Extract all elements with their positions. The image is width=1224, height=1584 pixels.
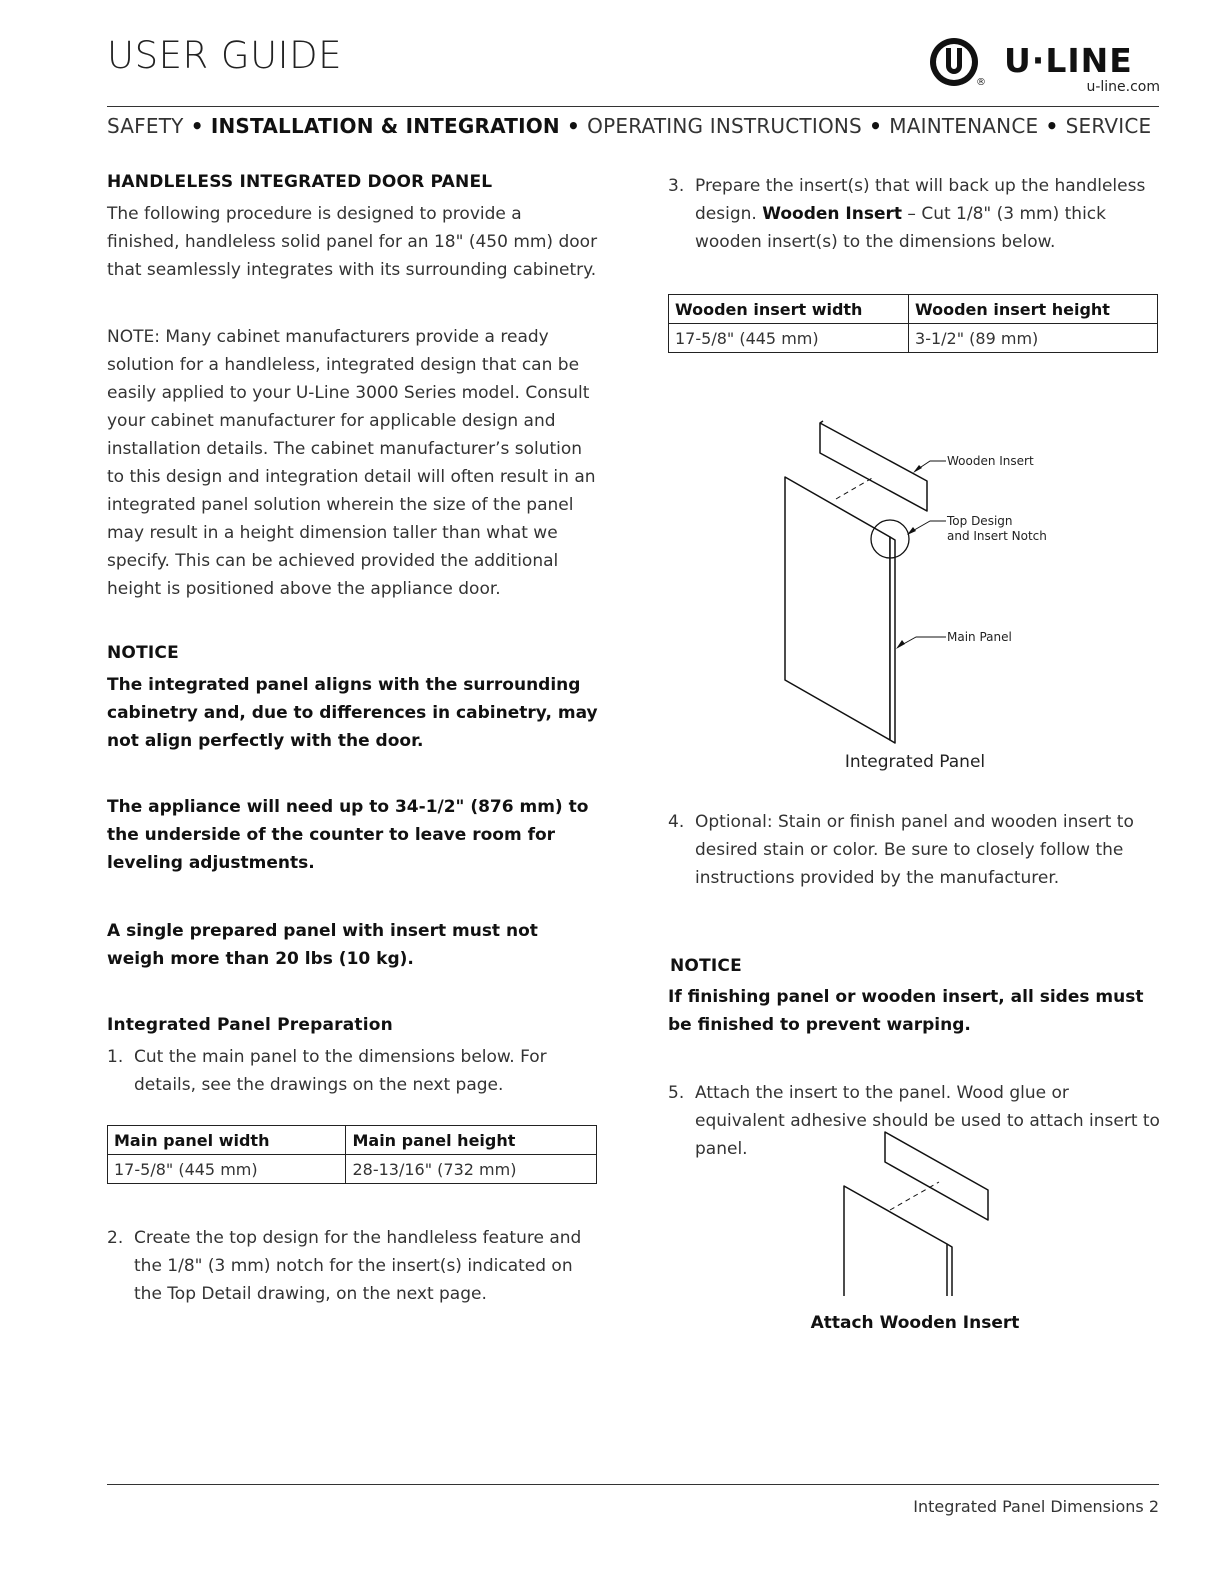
nav-safety: SAFETY	[107, 114, 184, 138]
figure-caption-integrated-panel: Integrated Panel	[844, 752, 986, 772]
main-panel-table	[107, 1125, 597, 1184]
step-number: 3.	[668, 176, 685, 196]
step-text: Create the top design for the handleless feature and the 1/8" (3 mm) notch for the insert(s) indicated on the Top Detail drawing, on the next page.	[134, 1228, 582, 1304]
step-number: 4.	[668, 812, 685, 832]
notice-finishing: If finishing panel or wooden insert, all sides must be finished to prevent warping.	[668, 987, 1144, 1035]
logo-url: u-line.com	[1086, 79, 1160, 95]
footer-rule	[107, 1484, 1159, 1485]
table-header-row	[108, 1126, 597, 1155]
step-text: Attach the insert to the panel. Wood glue or equivalent adhesive should be used to attach insert to panel.	[695, 1083, 1160, 1159]
table-header: Main panel width	[108, 1126, 346, 1155]
uline-logo-icon	[928, 36, 1000, 98]
intro-paragraph: The following procedure is designed to provide a finished, handleless solid panel for an 18" (450 mm) door that seamlessly integrates with its surrounding cabinetry.	[107, 204, 598, 280]
table-row	[669, 324, 1158, 353]
nav-service: SERVICE	[1065, 114, 1152, 138]
step-text-part: – Cut 1/8" (3 mm) thick wooden insert(s) to the dimensions below.	[695, 204, 1106, 252]
section-heading: HANDLELESS INTEGRATED DOOR PANEL	[107, 172, 493, 192]
nav-separator: •	[559, 114, 588, 138]
label-main-panel: Main Panel	[947, 630, 1012, 644]
figure-caption-attach-insert: Attach Wooden Insert	[810, 1313, 1020, 1333]
nav-separator: •	[183, 114, 211, 138]
left-column	[107, 172, 599, 1308]
nav-separator: •	[1038, 114, 1066, 138]
wooden-insert-table	[668, 294, 1158, 353]
step-3	[668, 172, 1160, 256]
table-cell: 17-5/8" (445 mm)	[669, 324, 909, 353]
nav-separator: •	[861, 114, 890, 138]
attach-insert-figure	[835, 1128, 1000, 1300]
label-wooden-insert: Wooden Insert	[947, 454, 1034, 468]
section-nav	[107, 114, 1159, 138]
registered-mark: ®	[976, 77, 986, 88]
step-text-part: Prepare the insert(s) that will back up the handleless design.	[695, 176, 1146, 224]
header-rule	[107, 106, 1159, 107]
table-cell: 28-13/16" (732 mm)	[346, 1155, 597, 1184]
step-text-bold: Wooden Insert	[762, 204, 903, 224]
table-header-row	[669, 295, 1158, 324]
notice-heading: NOTICE	[670, 956, 742, 976]
right-column-lower	[668, 808, 1160, 1163]
step-text: Cut the main panel to the dimensions below. For details, see the drawings on the next page.	[134, 1047, 547, 1095]
table-row	[108, 1155, 597, 1184]
table-cell: 3-1/2" (89 mm)	[909, 324, 1158, 353]
step-4	[668, 808, 1160, 892]
label-insert-notch: and Insert Notch	[947, 529, 1047, 543]
page-footer: Integrated Panel Dimensions 2	[913, 1497, 1159, 1516]
nav-operating: OPERATING INSTRUCTIONS	[587, 114, 862, 138]
logo-wordmark: U·LINE	[1004, 41, 1133, 80]
table-header: Main panel height	[346, 1126, 597, 1155]
notice-weight: A single prepared panel with insert must not weigh more than 20 lbs (10 kg).	[107, 921, 538, 969]
right-column	[668, 172, 1160, 353]
label-top-design: Top Design	[947, 514, 1013, 528]
nav-maintenance: MAINTENANCE	[889, 114, 1039, 138]
step-number: 1.	[107, 1047, 124, 1067]
step-text	[695, 172, 1160, 256]
page-title: USER GUIDE	[107, 34, 342, 77]
notice-alignment: The integrated panel aligns with the surrounding cabinetry and, due to differences in cabinetry, may not align perfectly with the door.	[107, 675, 598, 751]
prep-heading: Integrated Panel Preparation	[107, 1015, 393, 1035]
table-cell: 17-5/8" (445 mm)	[108, 1155, 346, 1184]
step-number: 2.	[107, 1228, 124, 1248]
step-number: 5.	[668, 1083, 685, 1103]
step-1	[107, 1043, 599, 1099]
step-2	[107, 1224, 599, 1308]
notice-heading: NOTICE	[107, 643, 179, 663]
note-paragraph: NOTE: Many cabinet manufacturers provide a ready solution for a handleless, integrated design that can be easily applied to your U-Line 3000 Series model. Consult your cabinet manufacturer for applicable design and installation details. The cabinet manufacturer’s solution to this design and integration detail will often result in an integrated panel solution wherein the size of the panel may result in a height dimension taller than what we specify. This can be achieved provided the additional height is positioned above the appliance door.	[107, 327, 596, 599]
table-header: Wooden insert height	[909, 295, 1158, 324]
table-header: Wooden insert width	[669, 295, 909, 324]
notice-height: The appliance will need up to 34-1/2" (876 mm) to the underside of the counter to leave room for leveling adjustments.	[107, 797, 589, 873]
nav-installation: INSTALLATION & INTEGRATION	[210, 114, 560, 138]
step-text: Optional: Stain or finish panel and wooden insert to desired stain or color. Be sure to closely follow the instructions provided by the manufacturer.	[695, 812, 1134, 888]
